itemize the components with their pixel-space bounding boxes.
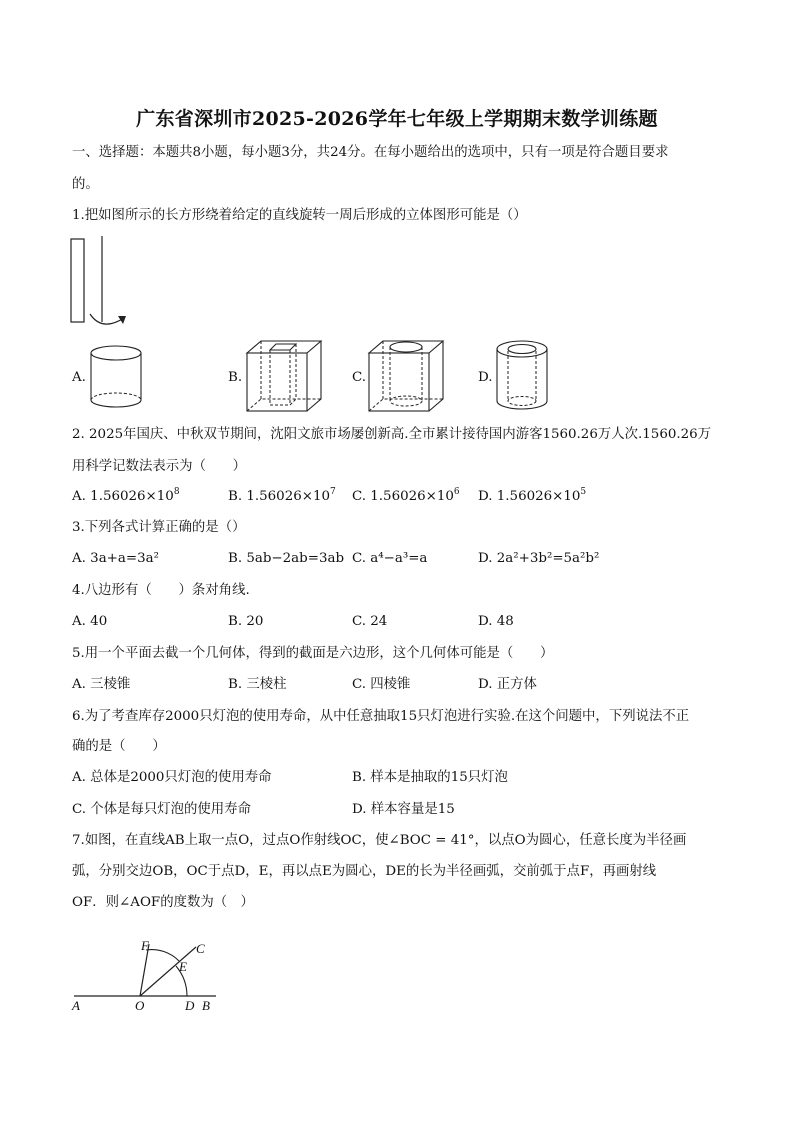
q2-option-d: D. $1.56026\times 10^5$ <box>478 487 587 504</box>
q6-option-c: C. 个体是每只灯泡的使用寿命 <box>72 802 251 817</box>
q1-rectangle-figure <box>68 236 138 336</box>
q5-option-d: D. 正方体 <box>478 677 537 692</box>
question-1-stem: 1.把如图所示的长方形绕着给定的直线旋转一周后形成的立体图形可能是（） <box>72 208 527 223</box>
label-b: B <box>202 998 210 1013</box>
question-2-stem-cont: 用科学记数法表示为（ ） <box>72 459 247 474</box>
q1-option-a-label: A. <box>72 370 86 385</box>
question-4-stem: 4.八边形有（ ）条对角线. <box>72 583 250 598</box>
question-7-stem: 7.如图，在直线AB上取一点O，过点O作射线OC，使∠BOC = 41°，以点O为圆心，任意长度为半径画 <box>72 833 687 848</box>
q4-option-b: B. 20 <box>228 614 264 629</box>
label-a: A <box>72 998 80 1013</box>
section-header-cont: 的。 <box>72 177 99 192</box>
q6-option-a: A. 总体是2000只灯泡的使用寿命 <box>72 770 272 785</box>
q6-option-d: D. 样本容量是15 <box>352 802 455 817</box>
label-d: D <box>185 998 195 1013</box>
question-7-stem-cont: 弧，分别交边OB，OC于点D，E，再以点E为圆心，DE的长为半径画弧，交前弧于点F，再画射线 <box>72 864 657 879</box>
q1-option-d-hollow-cylinder <box>494 339 554 415</box>
q2-option-b: B. $1.56026\times 10^7$ <box>228 487 336 504</box>
q3-option-d: D. 2a²+3b²=5a²b² <box>478 551 600 566</box>
q4-option-d: D. 48 <box>478 614 514 629</box>
question-6-stem-cont: 确的是（ ） <box>72 739 166 754</box>
q5-option-a: A. 三棱锥 <box>72 677 131 692</box>
q3-option-c: C. a⁴−a³=a <box>352 551 428 566</box>
q7-angle-figure <box>68 930 228 1015</box>
question-3-stem: 3.下列各式计算正确的是（） <box>72 520 246 535</box>
question-5-stem: 5.用一个平面去截一个几何体，得到的截面是六边形，这个几何体可能是（ ） <box>72 646 554 661</box>
question-6-stem: 6.为了考查库存2000只灯泡的使用寿命，从中任意抽取15只灯泡进行实验.在这个问题中，下列说法不正 <box>72 709 690 724</box>
section-header: 一、选择题：本题共8小题，每小题3分，共24分。在每小题给出的选项中，只有一项是符合题目要求 <box>72 145 669 160</box>
q5-option-b: B. 三棱柱 <box>228 677 287 692</box>
label-o: O <box>135 998 145 1013</box>
q1-option-d-label: D. <box>478 370 493 385</box>
q1-option-c-box-with-round-hole <box>366 339 446 417</box>
page-title: 广东省深圳市2025-2026学年七年级上学期期末数学训练题 <box>136 108 658 130</box>
label-e: E <box>179 959 187 974</box>
q1-option-c-label: C. <box>352 370 367 385</box>
q3-option-b: B. 5ab−2ab=3ab <box>228 551 345 566</box>
q2-option-a: A. $1.56026\times 10^8$ <box>72 487 180 504</box>
q2-option-c: C. $1.56026\times 10^6$ <box>352 487 460 504</box>
q4-option-a: A. 40 <box>72 614 108 629</box>
q1-option-b-label: B. <box>228 370 243 385</box>
question-7-stem-cont2: OF．则∠AOF的度数为（ ） <box>72 895 254 910</box>
q6-option-b: B. 样本是抽取的15只灯泡 <box>352 770 508 785</box>
q4-option-c: C. 24 <box>352 614 388 629</box>
label-c: C <box>196 941 205 956</box>
question-2-stem: 2. 2025年国庆、中秋双节期间，沈阳文旅市场屡创新高.全市累计接待国内游客1560.26万人次.1560.26万 <box>72 427 712 442</box>
q1-option-a-cylinder <box>88 343 144 413</box>
q1-option-b-box-with-square-hole <box>244 339 324 417</box>
q3-option-a: A. 3a+a=3a² <box>72 551 159 566</box>
q5-option-c: C. 四棱锥 <box>352 677 411 692</box>
label-f: F <box>141 938 149 953</box>
